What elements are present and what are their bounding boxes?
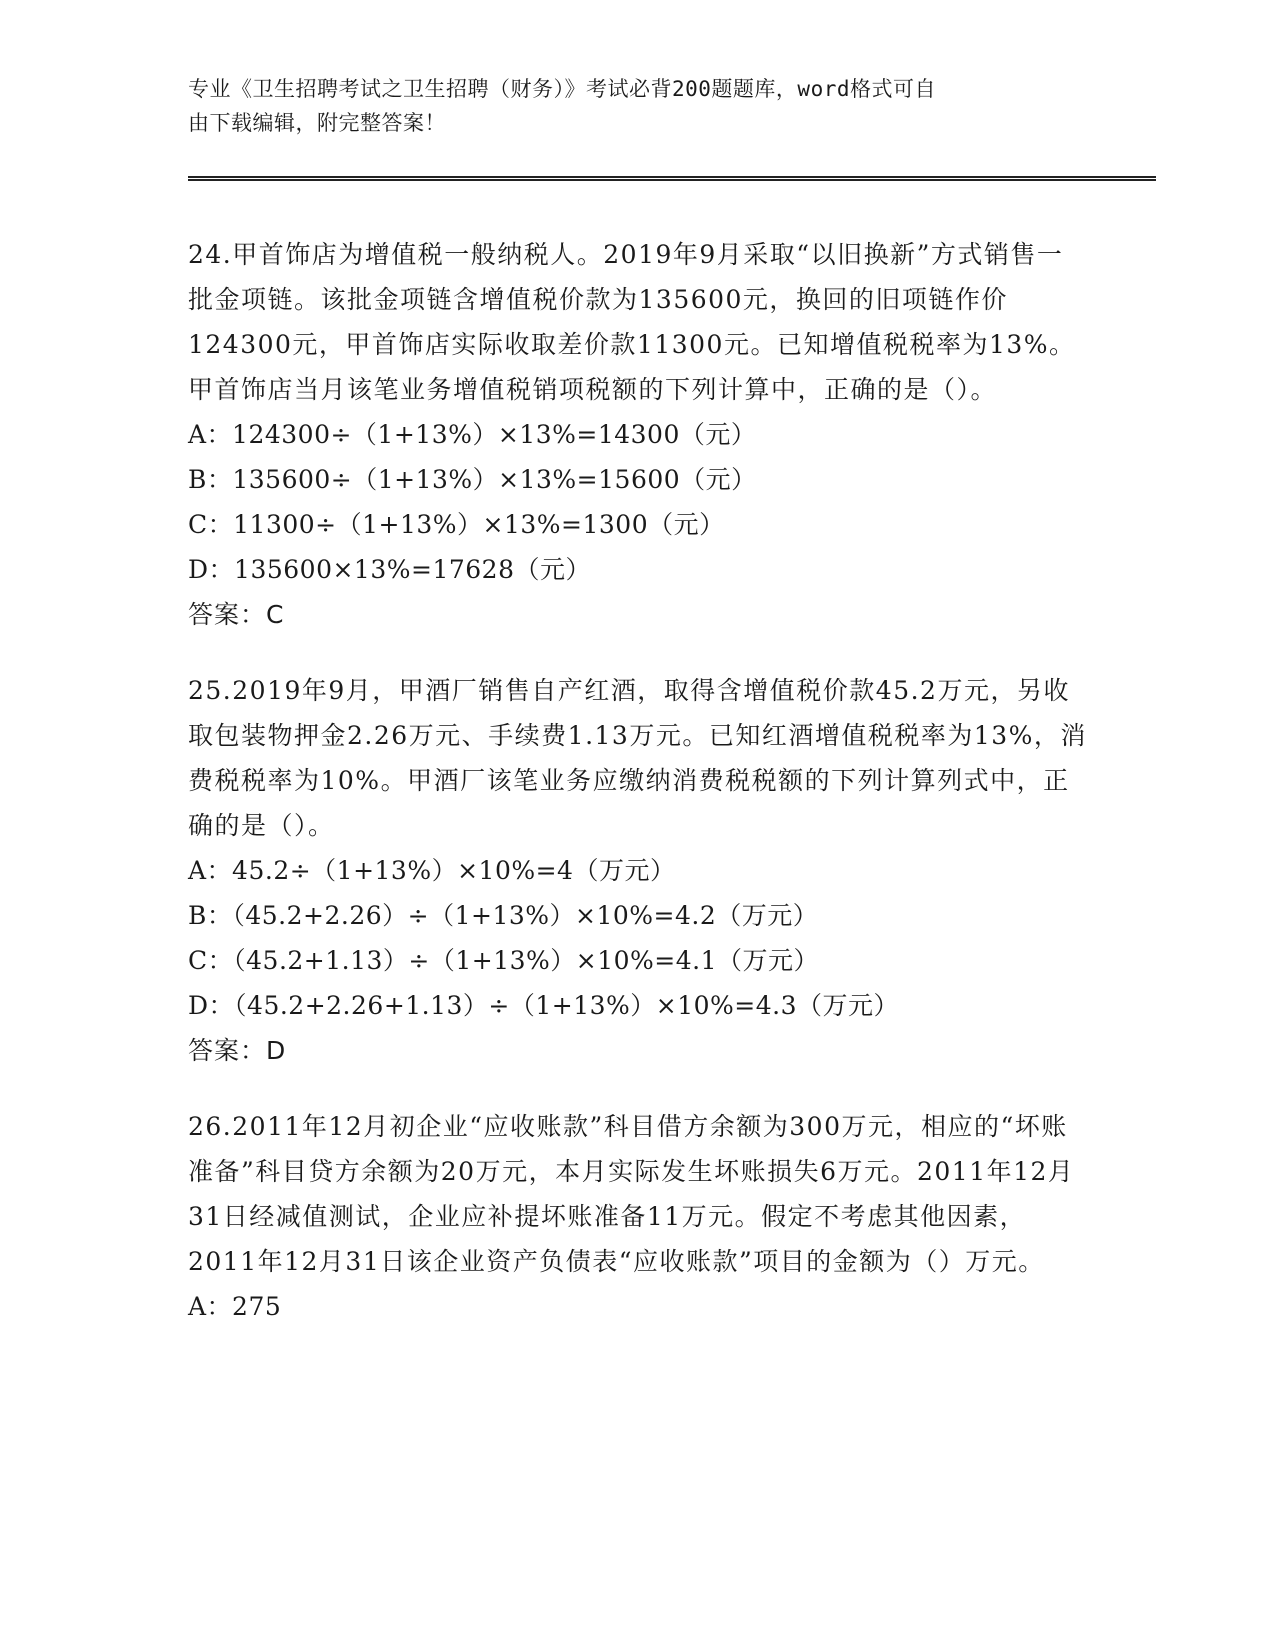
answer: 答案：D — [188, 1036, 287, 1065]
option-c: C：11300÷（1+13%）×13%=1300（元） — [188, 510, 725, 539]
option-c: C：（45.2+1.13）÷（1+13%）×10%=4.1（万元） — [188, 946, 819, 975]
option-b: B：135600÷（1+13%）×13%=15600（元） — [188, 465, 757, 494]
header-divider — [188, 176, 1156, 181]
option-a: A：45.2÷（1+13%）×10%=4（万元） — [188, 856, 676, 885]
question-text: 26.2011年12月初企业“应收账款”科目借方余额为300万元，相应的“坏账准备”科目贷方余额为20万元，本月实际发生坏账损失6万元。2011年12月31日经减值测试，企业应补提坏账准备11万元。假定不考虑其他因素，2011年12月31日该企业资产负债表“应收账款”项目的金额为（）万元。 — [188, 1112, 1075, 1276]
header-line-2: 由下载编辑，附完整答案！ — [188, 111, 446, 135]
option-b: B：（45.2+2.26）÷（1+13%）×10%=4.2（万元） — [188, 901, 819, 930]
question-25 — [188, 668, 1088, 1074]
answer: 答案：C — [188, 600, 285, 629]
option-a: A：275 — [188, 1292, 282, 1321]
questions-area — [188, 232, 1088, 1359]
option-d: D：（45.2+2.26+1.13）÷（1+13%）×10%=4.3（万元） — [188, 991, 900, 1020]
question-26 — [188, 1104, 1088, 1329]
option-d: D：135600×13%=17628（元） — [188, 555, 591, 584]
document-header — [188, 72, 1078, 140]
option-a: A：124300÷（1+13%）×13%=14300（元） — [188, 420, 757, 449]
question-text: 25.2019年9月，甲酒厂销售自产红酒，取得含增值税价款45.2万元，另收取包装物押金2.26万元、手续费1.13万元。已知红酒增值税税率为13%，消费税税率为10%。甲酒厂该笔业务应缴纳消费税税额的下列计算列式中，正确的是（）。 — [188, 676, 1087, 840]
header-line-1: 专业《卫生招聘考试之卫生招聘（财务）》考试必背200题题库，word格式可自 — [188, 77, 936, 101]
question-24 — [188, 232, 1088, 638]
question-text: 24.甲首饰店为增值税一般纳税人。2019年9月采取“以旧换新”方式销售一批金项链。该批金项链含增值税价款为135600元，换回的旧项链作价124300元，甲首饰店实际收取差价款11300元。已知增值税税率为13%。甲首饰店当月该笔业务增值税销项税额的下列计算中，正确的是（）。 — [188, 240, 1076, 404]
